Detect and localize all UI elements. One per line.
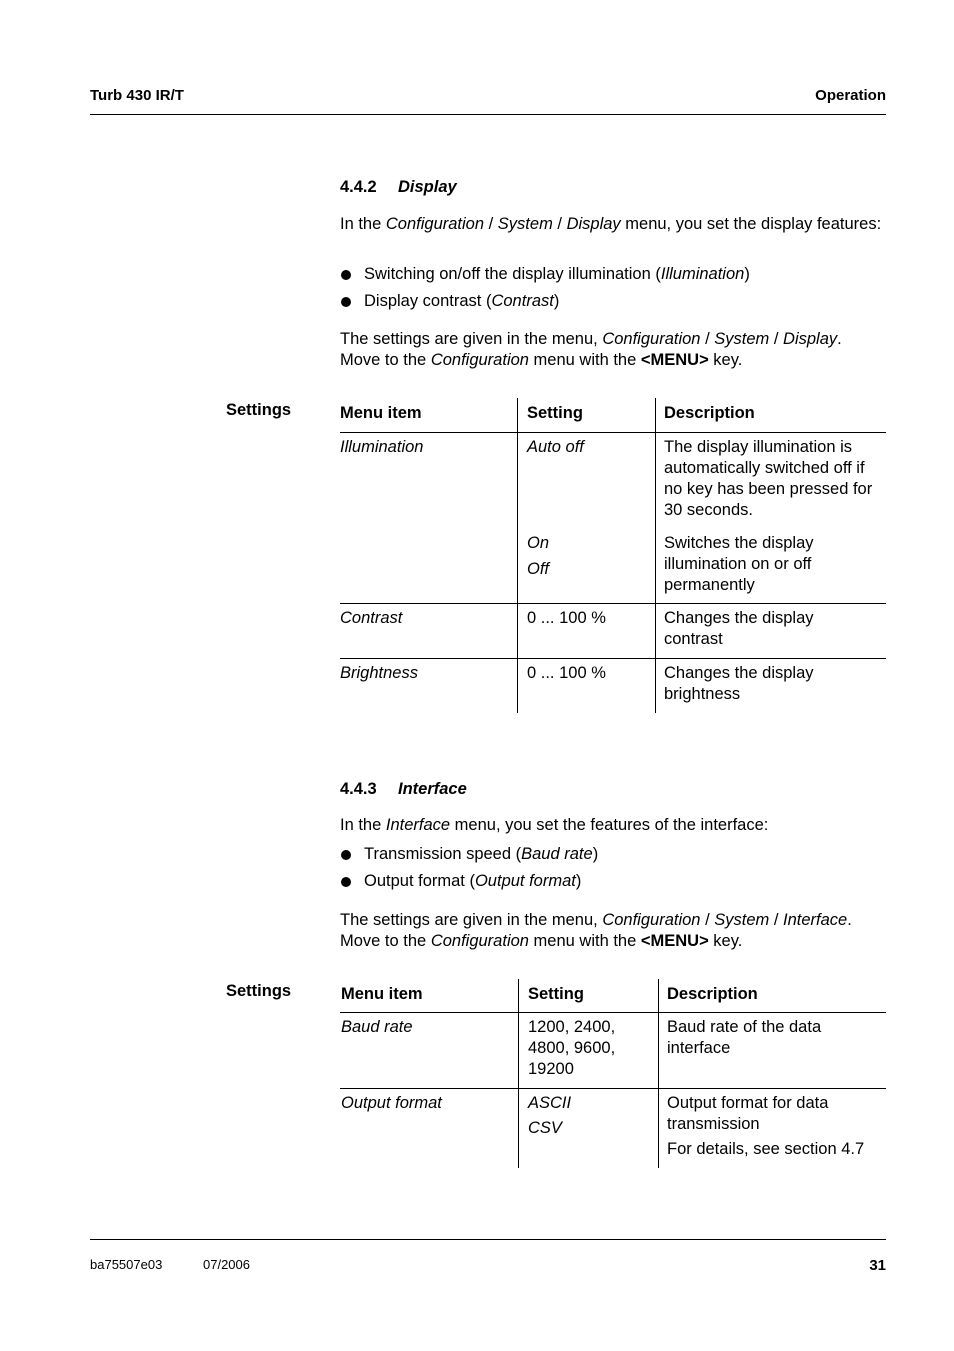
section-number: 4.4.2 bbox=[340, 178, 377, 196]
table-cell-setting: CSV bbox=[528, 1119, 562, 1137]
page-number: 31 bbox=[869, 1257, 886, 1274]
table-column-divider bbox=[518, 979, 519, 1168]
table-header-setting: Setting bbox=[527, 404, 583, 422]
side-label-settings: Settings bbox=[226, 982, 292, 1000]
section-title: Display bbox=[398, 178, 457, 196]
side-label-settings: Settings bbox=[226, 401, 292, 419]
table-header-description: Description bbox=[667, 985, 758, 1003]
bullet-icon bbox=[341, 297, 351, 307]
header-rule bbox=[90, 114, 886, 115]
section-heading-4-4-2 bbox=[340, 178, 457, 197]
table-column-divider bbox=[655, 398, 656, 713]
section-heading-4-4-3 bbox=[340, 780, 467, 799]
bullet-icon bbox=[341, 877, 351, 887]
list-item: Switching on/off the display illumination (Illumination) bbox=[341, 264, 881, 285]
bullet-icon bbox=[341, 270, 351, 280]
table-cell-setting: Off bbox=[527, 560, 550, 578]
table-cell-description: Output format for data transmission bbox=[667, 1094, 829, 1133]
settings-note: The settings are given in the menu, Configuration / System / Interface. Move to the Configuration menu with the <MENU> key. bbox=[340, 911, 852, 950]
header-section: Operation bbox=[815, 87, 886, 104]
header-title: Turb 430 IR/T bbox=[90, 87, 184, 104]
table-cell-description: The display illumination is automatically switched off if no key has been pressed for 30 seconds. bbox=[664, 438, 873, 519]
list-item: Display contrast (Contrast) bbox=[341, 291, 881, 312]
table-cell-description: For details, see section 4.7 bbox=[667, 1140, 865, 1158]
section-intro: In the Interface menu, you set the features of the interface: bbox=[340, 816, 769, 834]
table-cell-description: Changes the display contrast bbox=[664, 609, 814, 648]
list-item: Output format (Output format) bbox=[341, 871, 881, 892]
table-cell-item: Brightness bbox=[340, 664, 418, 682]
table-rule bbox=[340, 603, 886, 604]
table-cell-description: Baud rate of the data interface bbox=[667, 1018, 822, 1057]
table-cell-setting: 1200, 2400, 4800, 9600, 19200 bbox=[528, 1018, 616, 1078]
table-rule bbox=[340, 1012, 886, 1013]
table-column-divider bbox=[658, 979, 659, 1168]
section-intro: In the Configuration / System / Display menu, you set the display features: bbox=[340, 215, 882, 233]
table-cell-item: Baud rate bbox=[341, 1018, 413, 1036]
footer-doc-id: ba75507e03 bbox=[90, 1257, 163, 1272]
table-header-menu-item: Menu item bbox=[340, 404, 422, 422]
table-header-setting: Setting bbox=[528, 985, 584, 1003]
table-cell-setting: ASCII bbox=[528, 1094, 572, 1112]
table-cell-item: Contrast bbox=[340, 609, 403, 627]
table-cell-setting: On bbox=[527, 534, 550, 552]
table-cell-setting: 0 ... 100 % bbox=[527, 664, 606, 682]
table-cell-item: Output format bbox=[341, 1094, 442, 1112]
footer-date: 07/2006 bbox=[203, 1257, 250, 1272]
section-number: 4.4.3 bbox=[340, 780, 377, 798]
bullet-icon bbox=[341, 850, 351, 860]
table-cell-description: Changes the display brightness bbox=[664, 664, 814, 703]
table-cell-description: Switches the display illumination on or off permanently bbox=[664, 534, 814, 594]
table-rule bbox=[340, 432, 886, 433]
table-cell-item: Illumination bbox=[340, 438, 424, 456]
table-rule bbox=[340, 1088, 886, 1089]
table-header-menu-item: Menu item bbox=[341, 985, 423, 1003]
footer-rule bbox=[90, 1239, 886, 1240]
settings-note: The settings are given in the menu, Configuration / System / Display. Move to the Configuration menu with the <MENU> key. bbox=[340, 330, 842, 369]
table-header-description: Description bbox=[664, 404, 755, 422]
section-title: Interface bbox=[398, 780, 467, 798]
list-item: Transmission speed (Baud rate) bbox=[341, 844, 881, 865]
table-rule bbox=[340, 658, 886, 659]
table-cell-setting: 0 ... 100 % bbox=[527, 609, 606, 627]
table-cell-setting: Auto off bbox=[527, 438, 584, 456]
table-column-divider bbox=[517, 398, 518, 713]
